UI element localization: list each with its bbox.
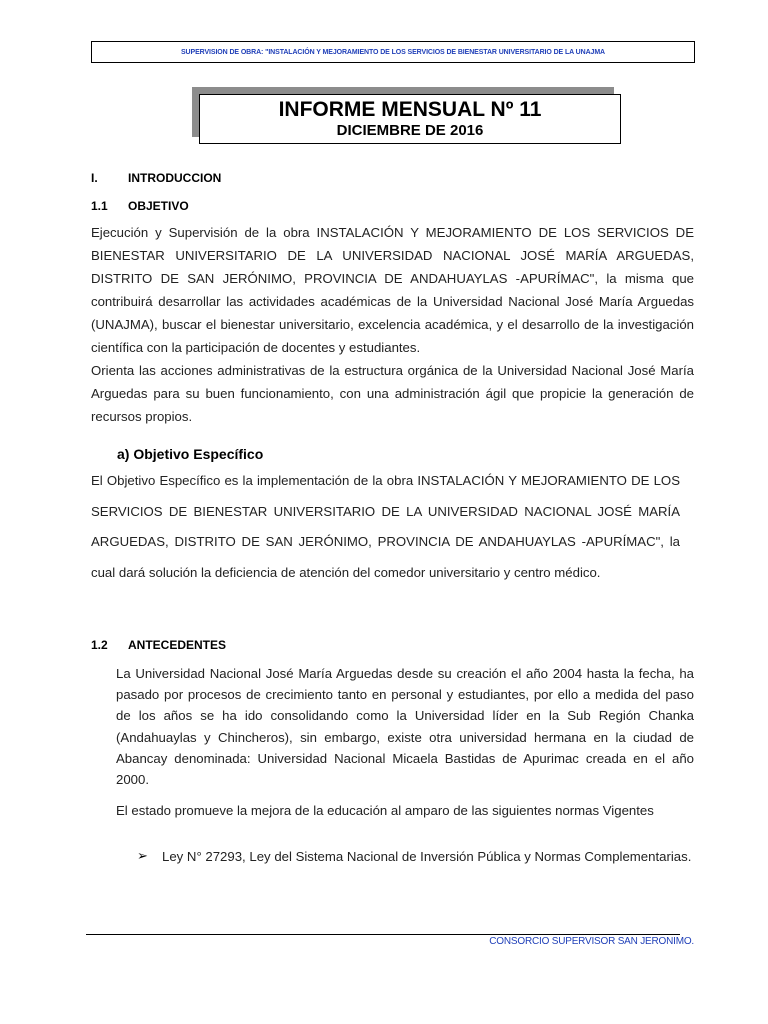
objetivo-paragraph: Ejecución y Supervisión de la obra INSTALACIÓN Y MEJORAMIENTO DE LOS SERVICIOS DE BIENESTAR UNIVERSITARIO DE LA UNIVERSIDAD NACIONAL JOSÉ MARÍA ARGUEDAS, DISTRITO DE SAN JERÓNIMO, PROVINCIA DE ANDAHUAYLAS -APURÍMAC", la misma que contribuirá desarrollar las actividades académicas de la Universidad Nacional José María Arguedas (UNAJMA), buscar el bienestar universitario, excelencia académica, y el desarrollo de la investigación científica con la participación de docentes y estudiantes. <box>91 225 694 355</box>
objetivo-especifico-paragraph: El Objetivo Específico es la implementación de la obra INSTALACIÓN Y MEJORAMIENTO DE LOS SERVICIOS DE BIENESTAR UNIVERSITARIO DE LA UNIVERSIDAD NACIONAL JOSÉ MARÍA ARGUEDAS, DISTRITO DE SAN JERÓNIMO, PROVINCIA DE ANDAHUAYLAS -APURÍMAC", la cual dará solución la deficiencia de atención del comedor universitario y centro médico. <box>91 473 680 580</box>
subsection-heading-objetivo <box>91 199 189 213</box>
subsection-number: 1.2 <box>91 638 108 652</box>
antecedentes-paragraph: La Universidad Nacional José María Arguedas desde su creación el año 2004 hasta la fecha, ha pasado por procesos de crecimiento tanto en personal y estudiantes, por ello a medida del paso de los años se ha ido consolidando como la Universidad líder en la Sub Región Chanka (Andahuaylas y Chincheros), sin embargo, existe otra universidad hermana en la ciudad de Abancay denominada: Universidad Nacional Micaela Bastidas de Apurimac creada en el año 2000. <box>116 666 694 788</box>
section-number: I. <box>91 171 98 185</box>
title-box <box>199 94 621 144</box>
header-box <box>91 41 695 63</box>
section-heading <box>91 171 221 185</box>
antecedentes-paragraph-2: El estado promueve la mejora de la educación al amparo de las siguientes normas Vigentes <box>116 803 654 818</box>
subsection-label: OBJETIVO <box>128 199 189 213</box>
subsection-label: ANTECEDENTES <box>128 638 227 652</box>
footer-text: CONSORCIO SUPERVISOR SAN JERONIMO. <box>489 936 694 947</box>
objetivo-especifico-heading: a) Objetivo Específico <box>117 446 264 462</box>
report-title: INFORME MENSUAL Nº 11 <box>278 98 542 121</box>
objetivo-paragraph-2: Orienta las acciones administrativas de la estructura orgánica de la Universidad Nacional José María Arguedas para su buen funcionamiento, con una administración ágil que propicie la generación de recursos propios. <box>91 363 694 424</box>
bullet-item: Ley N° 27293, Ley del Sistema Nacional de Inversión Pública y Normas Complementarias. <box>162 849 692 864</box>
objetivo-paragraphs <box>91 221 694 428</box>
footer-divider <box>86 934 680 935</box>
section-label: INTRODUCCION <box>128 171 222 185</box>
report-date: DICIEMBRE DE 2016 <box>336 122 484 139</box>
subsection-number: 1.1 <box>91 199 108 213</box>
bullet-arrow-icon: ➢ <box>137 848 148 863</box>
header-text: SUPERVISION DE OBRA: "INSTALACIÓN Y MEJORAMIENTO DE LOS SERVICIOS DE BIENESTAR UNIVERSITARIO DE LA UNAJMA <box>180 48 606 56</box>
subsection-heading-antecedentes <box>91 638 226 652</box>
